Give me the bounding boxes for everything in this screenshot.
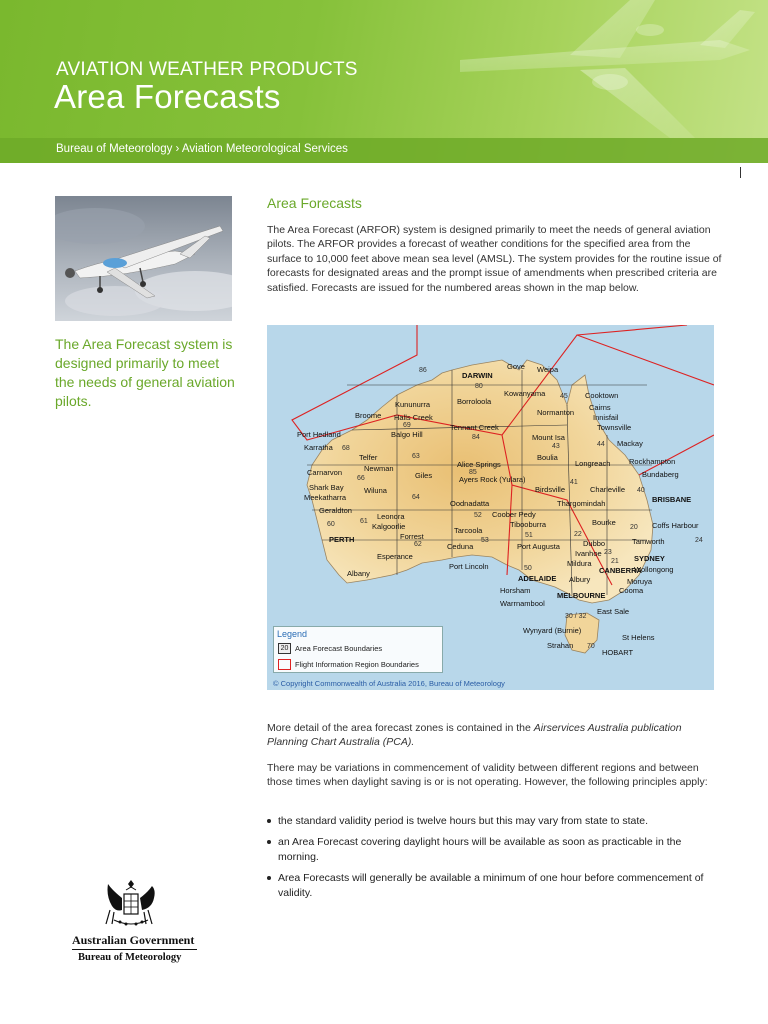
place-label: Port Lincoln bbox=[449, 562, 489, 571]
list-item: an Area Forecast covering daylight hours will be available as soon as practicable in the morning. bbox=[267, 835, 722, 864]
place-label: Forrest bbox=[400, 532, 424, 541]
place-label: Mount Isa bbox=[532, 433, 565, 442]
place-label: Strahan bbox=[547, 641, 574, 650]
legend-fir-swatch bbox=[278, 659, 291, 670]
place-label: Bourke bbox=[592, 518, 616, 527]
place-label: Coffs Harbour bbox=[652, 521, 699, 530]
place-label: Port Augusta bbox=[517, 542, 560, 551]
area-number: 52 bbox=[474, 512, 482, 519]
place-label: Albury bbox=[569, 575, 591, 584]
area-number: 40 bbox=[637, 487, 645, 494]
place-label: Innisfail bbox=[593, 413, 619, 422]
area-forecast-map bbox=[267, 325, 714, 690]
area-number: 63 bbox=[412, 453, 420, 460]
legend-row-fir bbox=[278, 659, 419, 670]
place-label: Telfer bbox=[359, 453, 378, 462]
place-label: Carnarvon bbox=[307, 468, 343, 477]
place-label: Tibooburra bbox=[510, 520, 546, 529]
legend-label-fir: Flight Information Region Boundaries bbox=[295, 660, 419, 669]
place-label: Ivanhoe bbox=[575, 549, 602, 558]
area-number: 66 bbox=[357, 475, 365, 482]
place-label: Boulia bbox=[537, 453, 558, 462]
area-number: 64 bbox=[412, 494, 420, 501]
place-label: Ayers Rock (Yulara) bbox=[459, 475, 526, 484]
place-label: Newman bbox=[364, 464, 394, 473]
area-number: 70 bbox=[587, 643, 595, 650]
place-label: Longreach bbox=[575, 459, 611, 468]
department-name: Bureau of Meteorology bbox=[78, 952, 182, 963]
intro-paragraph: The Area Forecast (ARFOR) system is designed primarily to meet the needs of general aviation pilots. The ARFOR provides a forecast of weather conditions for the specified area from the surface to 10,000 feet above mean sea level (AMSL). The system provides for the routine issue of forecasts for designated areas and the prompt issue of amendments when prescribed criteria are satisfied. Forecasts are issued for the numbered areas shown in the map below. bbox=[267, 224, 722, 294]
place-label: Weipa bbox=[537, 365, 559, 374]
place-label: Mackay bbox=[617, 439, 643, 448]
place-label: Kalgoorlie bbox=[372, 522, 406, 531]
place-label: Mildura bbox=[567, 559, 592, 568]
divider bbox=[740, 167, 741, 178]
area-number: 61 bbox=[360, 518, 368, 525]
area-number: 60 bbox=[327, 521, 335, 528]
header-subtitle: AVIATION WEATHER PRODUCTS bbox=[56, 59, 358, 80]
place-label: Shark Bay bbox=[309, 483, 344, 492]
place-label: Cooktown bbox=[585, 391, 619, 400]
place-label: Tarcoola bbox=[454, 526, 483, 535]
place-label: Normanton bbox=[537, 408, 575, 417]
validity-paragraph: There may be variations in commencement of validity between different regions and between those times when daylight saving is or is not operating. However, the following principles apply: bbox=[267, 762, 708, 789]
place-label: Wynyard (Burnie) bbox=[523, 626, 582, 635]
area-number: 43 bbox=[552, 443, 560, 450]
place-label: Port Hedland bbox=[297, 430, 341, 439]
place-label: Geraldton bbox=[319, 506, 352, 515]
area-number: 24 bbox=[695, 537, 703, 544]
airplane-photo bbox=[55, 196, 232, 321]
place-label: Moruya bbox=[627, 577, 653, 586]
place-label: Oodnadatta bbox=[450, 499, 490, 508]
place-label: Karratha bbox=[304, 443, 333, 452]
place-label: East Sale bbox=[597, 607, 630, 616]
area-number: 20 bbox=[630, 524, 638, 531]
breadcrumb-bar bbox=[0, 138, 768, 163]
place-label: ADELAIDE bbox=[518, 574, 557, 583]
government-name: Australian Government bbox=[72, 933, 195, 947]
area-number: 62 bbox=[414, 541, 422, 548]
place-label: Rockhampton bbox=[629, 457, 676, 466]
legend-title: Legend bbox=[277, 629, 308, 639]
place-label: Borroloola bbox=[457, 397, 492, 406]
place-label: Ceduna bbox=[447, 542, 474, 551]
divider bbox=[72, 949, 197, 950]
place-label: Broome bbox=[355, 411, 382, 420]
list-item: the standard validity period is twelve hours but this may vary from state to state. bbox=[267, 814, 722, 828]
place-label: Kununurra bbox=[395, 400, 431, 409]
area-number: 41 bbox=[570, 479, 578, 486]
airplane-silhouette-icon bbox=[420, 0, 768, 138]
map-copyright: © Copyright Commonwealth of Australia 2016, Bureau of Meteorology bbox=[273, 679, 505, 688]
area-number: 69 bbox=[403, 422, 411, 429]
place-label: Halls Creek bbox=[394, 413, 433, 422]
list-item: Area Forecasts will generally be available a minimum of one hour before commencement of validity. bbox=[267, 871, 722, 900]
principles-list bbox=[267, 814, 722, 907]
area-number: 84 bbox=[472, 434, 480, 441]
detail-paragraph bbox=[267, 721, 717, 750]
place-label: SYDNEY bbox=[634, 554, 665, 563]
area-number: 51 bbox=[525, 532, 533, 539]
place-label: Wollongong bbox=[634, 565, 674, 574]
place-label: CANBERRA bbox=[599, 566, 642, 575]
place-label: PERTH bbox=[329, 535, 355, 544]
place-label: Leonora bbox=[377, 512, 405, 521]
place-label: Coober Pedy bbox=[492, 510, 536, 519]
place-label: St Helens bbox=[622, 633, 655, 642]
legend-area-swatch: 20 bbox=[278, 643, 291, 654]
legend-row-area bbox=[278, 643, 382, 654]
place-label: Balgo Hill bbox=[391, 430, 423, 439]
place-label: Warrnambool bbox=[500, 599, 545, 608]
pull-quote: The Area Forecast system is designed primarily to meet the needs of general aviation pilots. bbox=[55, 336, 235, 409]
place-label: Cooma bbox=[619, 586, 644, 595]
area-number: 22 bbox=[574, 531, 582, 538]
place-label: Horsham bbox=[500, 586, 531, 595]
place-label: Alice Springs bbox=[457, 460, 501, 469]
place-label: Cairns bbox=[589, 403, 611, 412]
place-label: Albany bbox=[347, 569, 370, 578]
place-label: Townsville bbox=[597, 423, 632, 432]
place-label: Tamworth bbox=[632, 537, 665, 546]
area-number: 68 bbox=[342, 445, 350, 452]
area-number: 44 bbox=[597, 441, 605, 448]
place-label: Charleville bbox=[590, 485, 626, 494]
breadcrumb[interactable]: Bureau of Meteorology › Aviation Meteorological Services bbox=[56, 143, 348, 155]
place-label: Kowanyama bbox=[504, 389, 546, 398]
place-label: Tennant Creek bbox=[450, 423, 499, 432]
legend-label-area: Area Forecast Boundaries bbox=[295, 644, 383, 653]
place-label: Meekatharra bbox=[304, 493, 347, 502]
area-number: 45 bbox=[560, 393, 568, 400]
place-label: DARWIN bbox=[462, 371, 493, 380]
place-label: BRISBANE bbox=[652, 495, 692, 504]
place-label: Gove bbox=[507, 362, 525, 371]
place-label: HOBART bbox=[602, 648, 634, 657]
area-number: 85 bbox=[469, 469, 477, 476]
place-label: Birdsville bbox=[535, 485, 566, 494]
area-number: 86 bbox=[419, 367, 427, 374]
place-label: Dubbo bbox=[583, 539, 606, 548]
place-label: Esperance bbox=[377, 552, 413, 561]
place-label: Thargomindah bbox=[557, 499, 606, 508]
page-header bbox=[0, 0, 768, 163]
place-label: Giles bbox=[415, 471, 433, 480]
area-number: 23 bbox=[604, 549, 612, 556]
place-label: MELBOURNE bbox=[557, 591, 606, 600]
area-number: 30 / 32 bbox=[565, 613, 587, 620]
area-number: 21 bbox=[611, 558, 619, 565]
area-number: 53 bbox=[481, 537, 489, 544]
detail-text: More detail of the area forecast zones is contained in the bbox=[267, 722, 534, 734]
publication-reference: Airservices Australia publication Planning Chart Australia (PCA). bbox=[267, 722, 682, 749]
section-title: Area Forecasts bbox=[267, 195, 362, 211]
map-legend bbox=[273, 626, 443, 673]
area-number: 50 bbox=[524, 565, 532, 572]
page-title: Area Forecasts bbox=[54, 78, 281, 115]
area-number: 80 bbox=[475, 383, 483, 390]
place-label: Wiluna bbox=[364, 486, 387, 495]
coat-of-arms-icon bbox=[100, 880, 162, 930]
place-label: Bundaberg bbox=[642, 470, 679, 479]
